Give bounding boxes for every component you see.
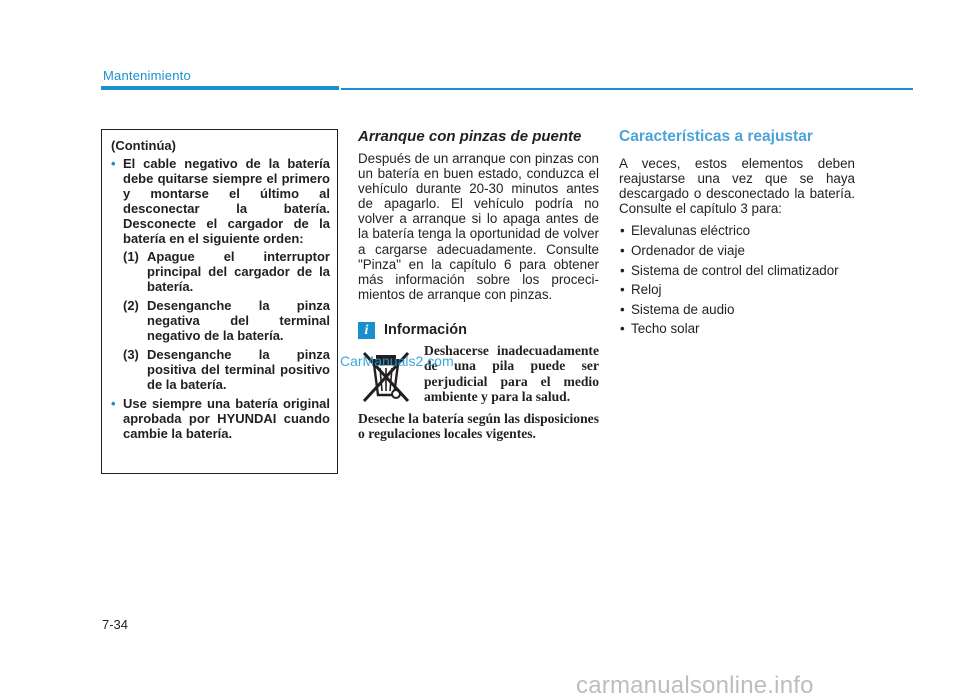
list-item: • Reloj bbox=[619, 280, 855, 300]
list-item: • Sistema de audio bbox=[619, 300, 855, 320]
step-number: (1) bbox=[123, 249, 139, 264]
info-icon: i bbox=[358, 322, 375, 339]
continue-label: (Continúa) bbox=[111, 138, 176, 153]
warning-step bbox=[123, 347, 330, 392]
jump-start-body: Después de un arranque con pinzas con un batería en buen estado, conduzca el vehículo durante 20-30 minutos antes de apagarlo. El vehículo podría no volver a arranque si lo apaga antes de la batería tenga la oportunidad de volver a cargarse adecuadamente. Consulte "Pinza" en la capítulo 6 para obtener más información sobre los proceci-mientos de arranque con pinzas. bbox=[358, 151, 599, 302]
reset-section bbox=[619, 128, 855, 339]
step-number: (2) bbox=[123, 298, 139, 313]
footer-watermark: carmanualsonline.info bbox=[576, 672, 814, 699]
step-text: Apague el interruptor principal del cargador de la batería. bbox=[147, 249, 330, 294]
reset-body: A veces, estos elementos deben reajustarse una vez que se haya descargado o desconectado la batería. Consulte el capítulo 3 para: bbox=[619, 156, 855, 217]
reset-title: Características a reajustar bbox=[619, 128, 813, 145]
step-text: Desenganche la pinza positiva del terminal positivo de la batería. bbox=[147, 347, 330, 392]
section-title: Mantenimiento bbox=[103, 68, 191, 83]
jump-start-title: Arranque con pinzas de puente bbox=[358, 128, 582, 145]
info-text-regulations: Deseche la batería según las disposiciones o regulaciones locales vigentes. bbox=[358, 410, 599, 442]
warning-step bbox=[123, 298, 330, 343]
list-item: • Sistema de control del climatizador bbox=[619, 261, 855, 281]
jump-start-section bbox=[358, 128, 599, 442]
warning-step bbox=[123, 249, 330, 294]
list-item: • Elevalunas eléctrico bbox=[619, 221, 855, 241]
step-number: (3) bbox=[123, 347, 139, 362]
page-number: 7-34 bbox=[102, 617, 129, 632]
warning-bullet-original-battery: • Use siempre una batería original aprobada por HYUNDAI cuando cambie la batería. bbox=[111, 396, 330, 441]
info-text-disposal: Deshacerse inadecuadamente de una pila puede ser perjudicial para el medio ambiente y para la salud. bbox=[424, 342, 599, 405]
info-title: Información bbox=[384, 322, 467, 339]
list-item: • Techo solar bbox=[619, 319, 855, 339]
warning-box bbox=[101, 129, 338, 474]
warning-steps bbox=[123, 249, 330, 392]
list-item: • Ordenador de viaje bbox=[619, 241, 855, 261]
header-rule-thin bbox=[341, 88, 913, 90]
warning-bullet-disconnect: • El cable negativo de la batería debe quitarse siempre el primero y montarse el último al desconectar la batería. Desconecte el cargador de la batería en el siguiente orden: bbox=[111, 156, 330, 246]
header-rule-thick bbox=[101, 86, 339, 90]
step-text: Desenganche la pinza negativa del terminal negativo de la batería. bbox=[147, 298, 330, 343]
info-header bbox=[358, 322, 599, 339]
reset-list bbox=[619, 221, 855, 339]
inline-watermark: CarManuals2.com bbox=[340, 353, 454, 369]
